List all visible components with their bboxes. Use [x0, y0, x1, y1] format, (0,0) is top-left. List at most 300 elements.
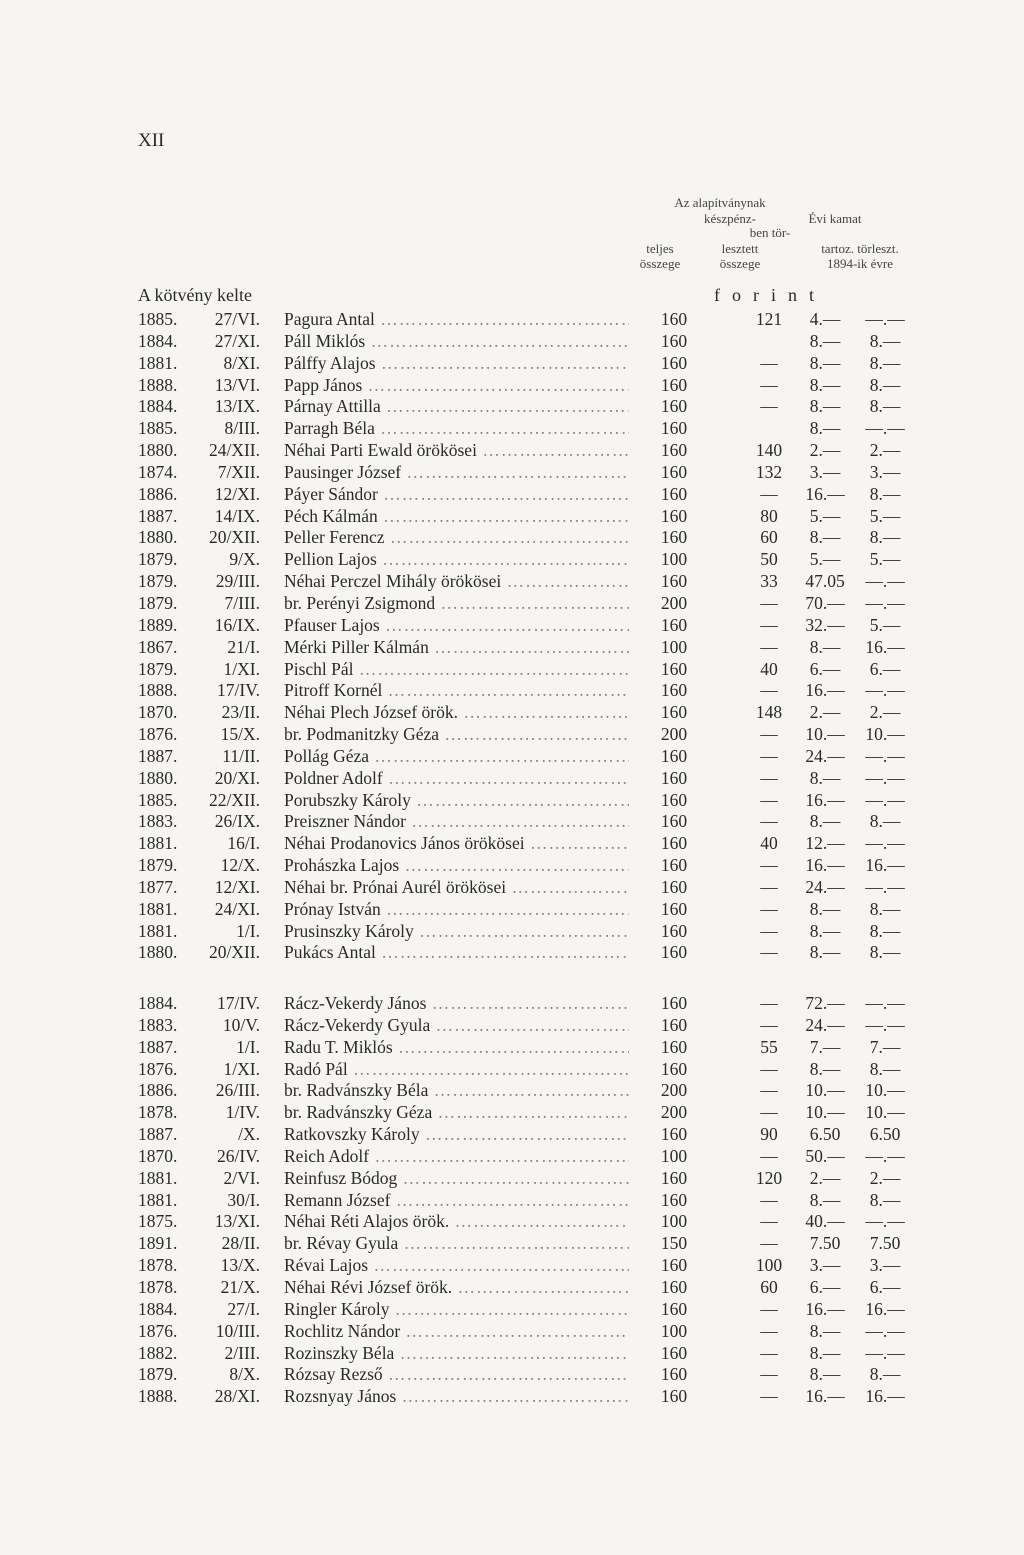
paid-amount: 50: [760, 549, 778, 570]
interest-due: 5.—: [809, 505, 841, 526]
bond-year: 1884.: [138, 993, 178, 1013]
paid-amount: 90: [760, 1124, 778, 1145]
paid-amount: —: [760, 396, 778, 417]
total-amount: 160: [660, 440, 688, 461]
bond-date: /X.: [238, 1124, 260, 1145]
redemption-amount: 6.50: [869, 1124, 901, 1145]
bond-year: 1877.: [138, 876, 178, 897]
table-row: [0, 702, 1024, 724]
bond-date: 13/XI.: [214, 1211, 260, 1232]
bond-year: 1879.: [138, 658, 178, 679]
table-row: [0, 1299, 1024, 1321]
table-row: [0, 571, 1024, 593]
table-row: [0, 440, 1024, 462]
paid-amount: 132: [755, 461, 783, 482]
table-row: [0, 396, 1024, 418]
total-amount: 160: [660, 702, 688, 723]
holder-name: Peller Ferencz ……………………………………………………………………………………: [284, 527, 629, 549]
interest-due: 5.—: [809, 549, 841, 570]
bond-date: 1/XI.: [223, 658, 260, 679]
bond-year: 1881.: [138, 1167, 178, 1188]
bond-date: 27/VI.: [214, 309, 260, 329]
bond-date: 8/XI.: [223, 352, 260, 373]
holder-name: Ringler Károly ……………………………………………………………………………………: [284, 1299, 629, 1321]
bond-date: 28/II.: [221, 1233, 260, 1254]
holder-name: Néhai Prodanovics János örökösei ……………………………………………………………………………………: [284, 833, 629, 855]
total-amount: 160: [660, 1342, 688, 1363]
bond-date: 13/X.: [220, 1255, 260, 1276]
total-amount: 160: [660, 461, 688, 482]
total-amount: 160: [660, 483, 688, 504]
bond-year: 1875.: [138, 1211, 178, 1232]
total-amount: 160: [660, 1298, 688, 1319]
total-amount: 160: [660, 942, 688, 963]
header-col-b-line1: Évi kamat: [808, 211, 862, 226]
table-row: [0, 593, 1024, 615]
holder-name: Rozsnyay János ……………………………………………………………………………………: [284, 1386, 629, 1408]
table-row: [0, 1277, 1024, 1299]
bond-date: 17/IV.: [217, 680, 260, 701]
total-amount: 160: [660, 1058, 688, 1079]
redemption-amount: 10.—: [865, 1102, 905, 1123]
bond-date: 10/III.: [215, 1320, 260, 1341]
holder-name: Prusinszky Károly ……………………………………………………………………………………: [284, 921, 629, 943]
interest-due: 8.—: [809, 527, 841, 548]
table-row: [0, 877, 1024, 899]
bond-date: 11/II.: [222, 745, 260, 766]
redemption-amount: —.—: [865, 789, 905, 810]
paid-amount: —: [760, 898, 778, 919]
bond-year: 1880.: [138, 767, 178, 788]
paid-amount: —: [760, 1014, 778, 1035]
bond-date: 1/IV.: [225, 1102, 260, 1123]
total-amount: 160: [660, 789, 688, 810]
bond-date: 8/III.: [224, 418, 260, 439]
paid-amount: —: [760, 1233, 778, 1254]
bond-date: 28/XI.: [214, 1386, 260, 1407]
table-row: [0, 1037, 1024, 1059]
bond-date: 27/XI.: [214, 330, 260, 351]
redemption-amount: 6.—: [869, 1276, 901, 1297]
paid-amount: —: [760, 614, 778, 635]
bond-date: 16/I.: [227, 833, 260, 854]
total-amount: 160: [660, 505, 688, 526]
paid-amount: —: [760, 724, 778, 745]
holder-name: Porubszky Károly ……………………………………………………………………………………: [284, 790, 629, 812]
paid-amount: —: [760, 811, 778, 832]
total-amount: 160: [660, 898, 688, 919]
bond-year: 1889.: [138, 614, 178, 635]
total-amount: 160: [660, 1124, 688, 1145]
bond-year: 1879.: [138, 855, 178, 876]
table-row: [0, 1211, 1024, 1233]
holder-name: Néhai Parti Ewald örökösei ……………………………………………………………………………………: [284, 440, 629, 462]
bond-year: 1881.: [138, 352, 178, 373]
bond-date: 21/I.: [227, 636, 260, 657]
holder-name: Preiszner Nándor ……………………………………………………………………………………: [284, 811, 629, 833]
paid-amount: —: [760, 1364, 778, 1385]
bond-date: 20/XI.: [214, 767, 260, 788]
redemption-amount: —.—: [865, 1320, 905, 1341]
interest-due: 8.—: [809, 942, 841, 963]
total-amount: 160: [660, 745, 688, 766]
redemption-amount: 5.—: [869, 505, 901, 526]
bond-year: 1880.: [138, 527, 178, 548]
holder-name: Páll Miklós ……………………………………………………………………………………: [284, 331, 629, 353]
bond-date: 8/X.: [229, 1364, 260, 1385]
currency-unit: forint: [714, 285, 826, 305]
redemption-amount: 16.—: [865, 1298, 905, 1319]
bond-year: 1878.: [138, 1276, 178, 1297]
holder-name: Prónay István ……………………………………………………………………………………: [284, 899, 629, 921]
total-amount: 160: [660, 993, 688, 1013]
bond-year: 1884.: [138, 1298, 178, 1319]
redemption-amount: 5.—: [869, 549, 901, 570]
table-row: [0, 811, 1024, 833]
bond-year: 1883.: [138, 811, 178, 832]
interest-due: 12.—: [805, 833, 845, 854]
register-block-p: [0, 309, 1024, 964]
paid-amount: —: [760, 680, 778, 701]
total-amount: 200: [660, 724, 688, 745]
holder-name: Rochlitz Nándor ……………………………………………………………………………………: [284, 1321, 629, 1343]
holder-name: br. Perényi Zsigmond ……………………………………………………………………………………: [284, 593, 629, 615]
total-amount: 200: [660, 1080, 688, 1101]
bond-date: 14/IX.: [214, 505, 260, 526]
interest-due: 47.05: [805, 571, 845, 592]
redemption-amount: 8.—: [869, 1058, 901, 1079]
bond-date: 1/XI.: [223, 1058, 260, 1079]
total-amount: 160: [660, 1255, 688, 1276]
paid-amount: —: [760, 1145, 778, 1166]
redemption-amount: —.—: [865, 1014, 905, 1035]
redemption-amount: 10.—: [865, 1080, 905, 1101]
total-amount: 160: [660, 352, 688, 373]
interest-due: 8.—: [809, 418, 841, 439]
table-row: [0, 484, 1024, 506]
interest-due: 8.—: [809, 1320, 841, 1341]
paid-amount: —: [760, 942, 778, 963]
redemption-amount: —.—: [865, 592, 905, 613]
total-amount: 160: [660, 1364, 688, 1385]
table-row: [0, 746, 1024, 768]
interest-due: 8.—: [809, 396, 841, 417]
redemption-amount: 2.—: [869, 702, 901, 723]
total-amount: 160: [660, 855, 688, 876]
holder-name: Pitroff Kornél ……………………………………………………………………………………: [284, 680, 629, 702]
bond-date: 12/X.: [220, 855, 260, 876]
redemption-amount: —.—: [865, 1145, 905, 1166]
interest-due: 10.—: [805, 724, 845, 745]
holder-name: Radu T. Miklós ……………………………………………………………………………………: [284, 1037, 629, 1059]
interest-due: 2.—: [809, 440, 841, 461]
paid-amount: 80: [760, 505, 778, 526]
holder-name: Rozinszky Béla ……………………………………………………………………………………: [284, 1343, 629, 1365]
header-col2-label: lesztett: [721, 241, 759, 256]
bond-year: 1879.: [138, 1364, 178, 1385]
table-row: [0, 637, 1024, 659]
bond-year: 1878.: [138, 1255, 178, 1276]
interest-due: 8.—: [809, 1342, 841, 1363]
bond-year: 1881.: [138, 898, 178, 919]
holder-name: Pischl Pál ……………………………………………………………………………………: [284, 659, 629, 681]
bond-date: 15/X.: [220, 724, 260, 745]
bond-year: 1883.: [138, 1014, 178, 1035]
holder-name: Rózsay Rezső ……………………………………………………………………………………: [284, 1364, 629, 1386]
total-amount: 160: [660, 833, 688, 854]
bond-date-column-title: A kötvény kelte: [138, 285, 252, 305]
paid-amount: —: [760, 1058, 778, 1079]
paid-amount: —: [760, 855, 778, 876]
paid-amount: 100: [755, 1255, 783, 1276]
total-amount: 160: [660, 614, 688, 635]
holder-name: br. Radvánszky Béla ……………………………………………………………………………………: [284, 1080, 629, 1102]
total-amount: 160: [660, 309, 688, 329]
interest-due: 32.—: [805, 614, 845, 635]
total-amount: 160: [660, 811, 688, 832]
table-row: [0, 921, 1024, 943]
total-amount: 160: [660, 527, 688, 548]
interest-due: 8.—: [809, 636, 841, 657]
holder-name: Pollág Géza ……………………………………………………………………………………: [284, 746, 629, 768]
interest-due: 8.—: [809, 767, 841, 788]
total-amount: 160: [660, 680, 688, 701]
bond-date: 27/I.: [227, 1298, 260, 1319]
bond-year: 1874.: [138, 461, 178, 482]
bond-date: 12/XI.: [214, 483, 260, 504]
paid-amount: —: [760, 767, 778, 788]
bond-date: 9/X.: [229, 549, 260, 570]
bond-year: 1881.: [138, 833, 178, 854]
table-row: [0, 1343, 1024, 1365]
total-amount: 160: [660, 658, 688, 679]
bond-date: 20/XII.: [208, 527, 260, 548]
redemption-amount: 16.—: [865, 636, 905, 657]
interest-due: 8.—: [809, 374, 841, 395]
table-row: [0, 680, 1024, 702]
redemption-amount: —.—: [865, 309, 905, 329]
redemption-amount: 8.—: [869, 330, 901, 351]
total-amount: 160: [660, 330, 688, 351]
bond-year: 1888.: [138, 680, 178, 701]
redemption-amount: 8.—: [869, 920, 901, 941]
interest-due: 50.—: [805, 1145, 845, 1166]
paid-amount: —: [760, 1080, 778, 1101]
bond-year: 1870.: [138, 702, 178, 723]
header-col-a-line1: készpénz-: [704, 211, 756, 226]
header-col3-label: tartoz. törleszt.: [821, 241, 899, 256]
paid-amount: 140: [755, 440, 783, 461]
table-row: [0, 462, 1024, 484]
table-row: [0, 1364, 1024, 1386]
table-row: [0, 768, 1024, 790]
table-row: [0, 855, 1024, 877]
total-amount: 100: [660, 636, 688, 657]
paid-amount: —: [760, 1342, 778, 1363]
table-row: [0, 1102, 1024, 1124]
bond-date: 1/I.: [236, 1036, 260, 1057]
table-row: [0, 331, 1024, 353]
redemption-amount: —.—: [865, 767, 905, 788]
holder-name: Pukács Antal ……………………………………………………………………………………: [284, 942, 629, 964]
holder-name: Pellion Lajos ……………………………………………………………………………………: [284, 549, 629, 571]
paid-amount: —: [760, 1189, 778, 1210]
interest-due: 8.—: [809, 352, 841, 373]
header-col1-label: teljes: [646, 241, 674, 256]
paid-amount: 40: [760, 658, 778, 679]
interest-due: 3.—: [809, 461, 841, 482]
holder-name: Remann József ……………………………………………………………………………………: [284, 1190, 629, 1212]
holder-name: Parragh Béla ……………………………………………………………………………………: [284, 418, 629, 440]
table-row: [0, 1321, 1024, 1343]
table-row: [0, 549, 1024, 571]
bond-date: 2/III.: [224, 1342, 260, 1363]
bond-year: 1870.: [138, 1145, 178, 1166]
redemption-amount: —.—: [865, 680, 905, 701]
total-amount: 100: [660, 1145, 688, 1166]
redemption-amount: 8.—: [869, 483, 901, 504]
holder-name: br. Podmanitzky Géza ……………………………………………………………………………………: [284, 724, 629, 746]
table-row: [0, 993, 1024, 1015]
bond-year: 1880.: [138, 942, 178, 963]
bond-date: 20/XII.: [208, 942, 260, 963]
interest-due: 7.—: [809, 1036, 841, 1057]
holder-name: br. Révay Gyula ……………………………………………………………………………………: [284, 1233, 629, 1255]
holder-name: Rácz-Vekerdy Gyula ……………………………………………………………………………………: [284, 1015, 629, 1037]
table-row: [0, 790, 1024, 812]
holder-name: br. Radvánszky Géza ……………………………………………………………………………………: [284, 1102, 629, 1124]
bond-year: 1878.: [138, 1102, 178, 1123]
interest-due: 2.—: [809, 702, 841, 723]
paid-amount: 40: [760, 833, 778, 854]
bond-date: 10/V.: [222, 1014, 260, 1035]
table-row: [0, 833, 1024, 855]
holder-name: Néhai Révi József örök. ……………………………………………………………………………………: [284, 1277, 629, 1299]
redemption-amount: 10.—: [865, 724, 905, 745]
redemption-amount: 16.—: [865, 1386, 905, 1407]
paid-amount: —: [760, 993, 778, 1013]
total-amount: 160: [660, 1167, 688, 1188]
bond-year: 1887.: [138, 1124, 178, 1145]
holder-name: Párnay Attilla ……………………………………………………………………………………: [284, 396, 629, 418]
redemption-amount: 7.50: [869, 1233, 901, 1254]
header-group-title: Az alapítványnak: [674, 195, 766, 210]
bond-year: 1887.: [138, 1036, 178, 1057]
holder-name: Poldner Adolf ……………………………………………………………………………………: [284, 768, 629, 790]
bond-date: 26/III.: [215, 1080, 260, 1101]
bond-date: 16/IX.: [214, 614, 260, 635]
table-row: [0, 353, 1024, 375]
table-row: [0, 375, 1024, 397]
bond-date: 12/XI.: [214, 876, 260, 897]
bond-year: 1886.: [138, 1080, 178, 1101]
holder-name: Pagura Antal ……………………………………………………………………………………: [284, 309, 629, 331]
interest-due: 8.—: [809, 1189, 841, 1210]
redemption-amount: 5.—: [869, 614, 901, 635]
total-amount: 200: [660, 592, 688, 613]
bond-date: 24/XII.: [208, 440, 260, 461]
bond-year: 1881.: [138, 920, 178, 941]
redemption-amount: 8.—: [869, 898, 901, 919]
bond-year: 1888.: [138, 1386, 178, 1407]
holder-name: Néhai br. Prónai Aurél örökösei ……………………………………………………………………………………: [284, 877, 629, 899]
bond-year: 1884.: [138, 396, 178, 417]
paid-amount: —: [760, 483, 778, 504]
table-row: [0, 527, 1024, 549]
paid-amount: 60: [760, 1276, 778, 1297]
header-col-a-line2: ben tör-: [749, 225, 791, 240]
bond-year: 1876.: [138, 1058, 178, 1079]
redemption-amount: 8.—: [869, 527, 901, 548]
table-row: [0, 1233, 1024, 1255]
table-row: [0, 1015, 1024, 1037]
paid-amount: —: [760, 352, 778, 373]
holder-name: Radó Pál ……………………………………………………………………………………: [284, 1059, 629, 1081]
bond-date: 7/III.: [224, 592, 260, 613]
total-amount: 160: [660, 1014, 688, 1035]
header-col3-sub: 1894-ik évre: [826, 256, 894, 271]
holder-name: Révai Lajos ……………………………………………………………………………………: [284, 1255, 629, 1277]
register-block-r: [0, 993, 1024, 1408]
table-row: [0, 1146, 1024, 1168]
bond-year: 1888.: [138, 374, 178, 395]
interest-due: 8.—: [809, 811, 841, 832]
bond-year: 1886.: [138, 483, 178, 504]
total-amount: 160: [660, 571, 688, 592]
bond-date: 26/IX.: [214, 811, 260, 832]
holder-name: Péch Kálmán ……………………………………………………………………………………: [284, 506, 629, 528]
holder-name: Mérki Piller Kálmán ……………………………………………………………………………………: [284, 637, 629, 659]
bond-date: 1/I.: [236, 920, 260, 941]
paid-amount: —: [760, 920, 778, 941]
interest-due: 8.—: [809, 1364, 841, 1385]
interest-due: 8.—: [809, 330, 841, 351]
redemption-amount: —.—: [865, 418, 905, 439]
table-row: [0, 418, 1024, 440]
paid-amount: —: [760, 1320, 778, 1341]
bond-year: 1876.: [138, 1320, 178, 1341]
paid-amount: 121: [755, 309, 783, 329]
redemption-amount: 8.—: [869, 1189, 901, 1210]
holder-name: Papp János ……………………………………………………………………………………: [284, 375, 629, 397]
bond-date: 23/II.: [221, 702, 260, 723]
total-amount: 160: [660, 374, 688, 395]
bond-date: 13/IX.: [214, 396, 260, 417]
table-row: [0, 1168, 1024, 1190]
interest-due: 8.—: [809, 920, 841, 941]
total-amount: 160: [660, 920, 688, 941]
interest-due: 72.—: [805, 993, 845, 1013]
bond-year: 1879.: [138, 571, 178, 592]
page-number: XII: [138, 130, 165, 151]
bond-date: 17/IV.: [217, 993, 260, 1013]
table-row: [0, 1190, 1024, 1212]
bond-year: 1881.: [138, 1189, 178, 1210]
interest-due: 16.—: [805, 789, 845, 810]
total-amount: 160: [660, 876, 688, 897]
interest-due: 3.—: [809, 1255, 841, 1276]
paid-amount: —: [760, 745, 778, 766]
table-row: [0, 506, 1024, 528]
paid-amount: —: [760, 1102, 778, 1123]
paid-amount: —: [760, 1211, 778, 1232]
interest-due: 24.—: [805, 745, 845, 766]
total-amount: 160: [660, 396, 688, 417]
total-amount: 160: [660, 1386, 688, 1407]
paid-amount: —: [760, 374, 778, 395]
interest-due: 10.—: [805, 1102, 845, 1123]
paid-amount: —: [760, 1386, 778, 1407]
